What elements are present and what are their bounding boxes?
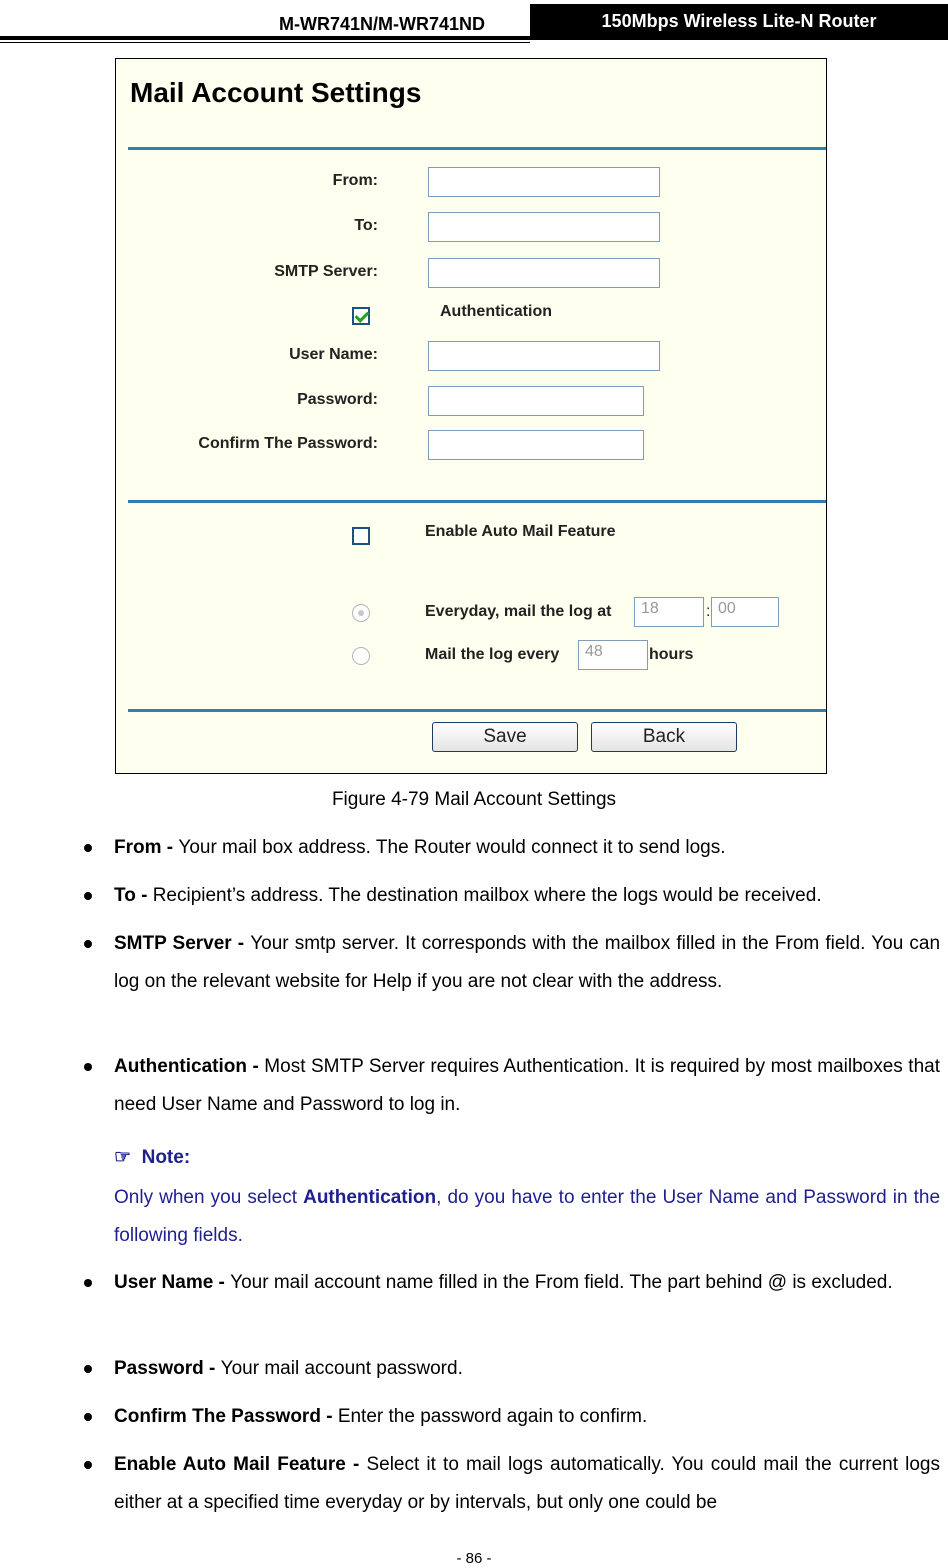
divider-top (128, 147, 827, 150)
back-button[interactable]: Back (591, 722, 737, 752)
divider-bottom (128, 709, 827, 712)
pointing-hand-icon: ☞ (114, 1147, 132, 1168)
save-button[interactable]: Save (432, 722, 578, 752)
auto-mail-checkbox[interactable] (352, 527, 370, 545)
bullet-icon (84, 1279, 92, 1287)
interval-label: Mail the log every (425, 646, 560, 663)
to-input[interactable] (428, 212, 660, 242)
divider-middle (128, 500, 827, 503)
bullet-icon (84, 1461, 92, 1469)
header-rule (0, 36, 948, 40)
smtp-input[interactable] (428, 258, 660, 288)
confirm-password-input[interactable] (428, 430, 644, 460)
item-text: Password - Your mail account password. (114, 1358, 463, 1379)
from-input[interactable] (428, 167, 660, 197)
item-text: Authentication - Most SMTP Server requires Authentication. It is required by most mailboxes that need User Name and Password to log in. (114, 1056, 940, 1115)
bullet-icon (84, 844, 92, 852)
username-label: User Name: (289, 346, 378, 363)
figure-title: Mail Account Settings (130, 77, 422, 108)
bullet-icon (84, 1413, 92, 1421)
bullet-icon (84, 1365, 92, 1373)
bullet-icon (84, 892, 92, 900)
password-label: Password: (297, 391, 378, 408)
everyday-minute-input[interactable]: 00 (711, 597, 779, 627)
password-input[interactable] (428, 386, 644, 416)
header-rule-thin (0, 42, 530, 43)
item-text: User Name - Your mail account name filled in the From field. The part behind @ is excluded. (114, 1272, 893, 1293)
item-text: SMTP Server - Your smtp server. It corresponds with the mailbox filled in the From field. You can log on the relevant website for Help if you are not clear with the address. (114, 933, 941, 992)
header-model: M-WR741N/M-WR741ND (278, 14, 485, 34)
interval-radio[interactable] (352, 647, 370, 665)
confirm-password-label: Confirm The Password: (198, 435, 378, 452)
page-number: - 86 - (456, 1550, 492, 1567)
everyday-radio[interactable] (352, 604, 370, 622)
time-separator: : (706, 603, 711, 620)
interval-hours-input[interactable]: 48 (578, 640, 648, 670)
mail-account-settings-figure (115, 58, 827, 774)
note-title: ☞ Note: (114, 1147, 191, 1168)
header-product: 150Mbps Wireless Lite-N Router (530, 4, 948, 38)
smtp-label: SMTP Server: (274, 263, 378, 280)
authentication-label: Authentication (440, 303, 552, 320)
to-label: To: (354, 217, 378, 234)
item-text: To - Recipient’s address. The destination mailbox where the logs would be received. (114, 885, 822, 906)
username-input[interactable] (428, 341, 660, 371)
interval-unit: hours (649, 646, 694, 663)
note-text: Only when you select Authentication, do you have to enter the User Name and Password in the following fields. (114, 1187, 941, 1246)
auto-mail-label: Enable Auto Mail Feature (425, 523, 616, 540)
figure-caption: Figure 4-79 Mail Account Settings (331, 789, 617, 810)
bullet-icon (84, 940, 92, 948)
item-text: From - Your mail box address. The Router would connect it to send logs. (114, 837, 726, 858)
item-text: Confirm The Password - Enter the password again to confirm. (114, 1406, 648, 1427)
everyday-hour-input[interactable]: 18 (634, 597, 704, 627)
everyday-label: Everyday, mail the log at (425, 603, 612, 620)
authentication-checkbox[interactable] (352, 307, 370, 325)
bullet-icon (84, 1063, 92, 1071)
item-text: Enable Auto Mail Feature - Select it to mail logs automatically. You could mail the current logs either at a specified time everyday or by intervals, but only one could be (114, 1454, 940, 1513)
from-label: From: (332, 172, 378, 189)
page-header (0, 0, 948, 44)
